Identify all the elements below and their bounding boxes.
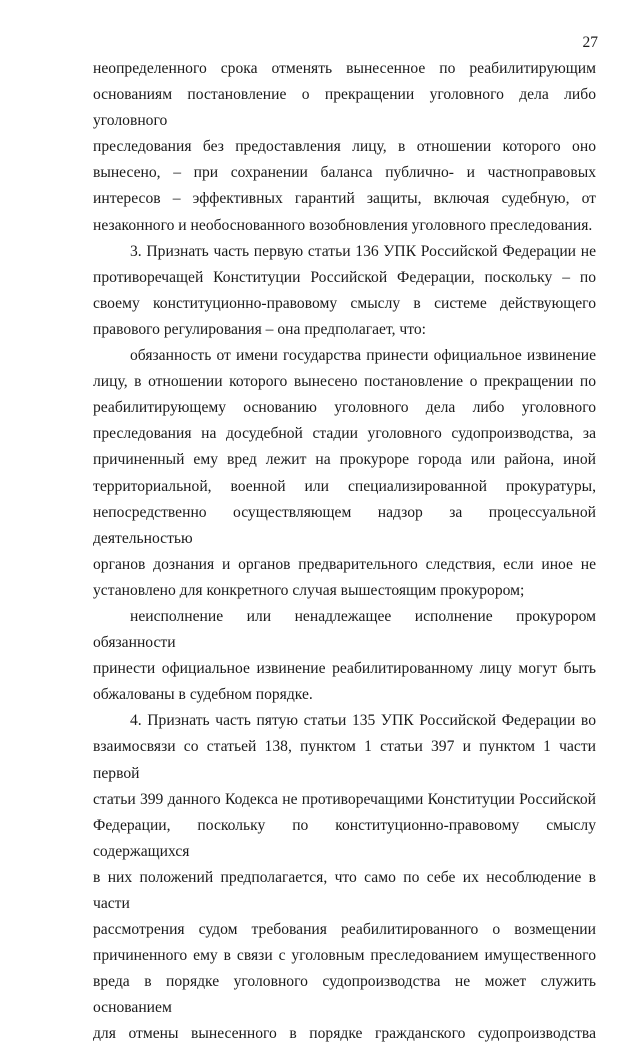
text-line: основаниям постановление о прекращении уголовного дела либо уголовного (93, 86, 596, 130)
text-line: причиненный ему вред лежит на прокуроре города или района, иной (93, 451, 596, 469)
paragraph-appeal (93, 604, 596, 708)
text-line: преследования на досудебной стадии уголовного судопроизводства, за (93, 425, 596, 443)
paragraph-continuation (93, 56, 596, 239)
text-line: обязанность от имени государства принести официальное извинение (130, 347, 596, 365)
text-line: преследования без предоставления лицу, в отношении которого оно (93, 138, 596, 156)
text-line: вреда в порядке уголовного судопроизводства не может служить основанием (93, 973, 596, 1017)
text-line: установлено для конкретного случая вышестоящим прокурором; (93, 581, 525, 599)
text-line: в них положений предполагается, что само по себе их несоблюдение в части (93, 868, 596, 912)
paragraph-item-4 (93, 708, 596, 1047)
paragraph-item-3 (93, 239, 596, 343)
text-line: 4. Признать часть пятую статьи 135 УПК Российской Федерации во (130, 712, 596, 730)
text-line: обжалованы в судебном порядке. (93, 686, 313, 704)
document-body (93, 56, 596, 1048)
text-line: интересов – эффективных гарантий защиты, включая судебную, от (93, 190, 596, 208)
text-line: рассмотрения судом требования реабилитированного о возмещении (93, 921, 596, 939)
text-line: статьи 399 данного Кодекса не противоречащими Конституции Российской (93, 790, 596, 808)
text-line: вынесено, – при сохранении баланса публично- и частноправовых (93, 164, 596, 182)
paragraph-prosecutor-duty (93, 343, 596, 604)
text-line: взаимосвязи со статьей 138, пунктом 1 статьи 397 и пунктом 1 части первой (93, 738, 596, 782)
text-line: причиненного ему в связи с уголовным преследованием имущественного (93, 947, 596, 965)
text-line: правового регулирования – она предполагает, что: (93, 320, 427, 338)
text-line: своему конституционно-правовому смыслу в системе действующего (93, 294, 596, 312)
text-line: неопределенного срока отменять вынесенное по реабилитирующим (93, 60, 596, 77)
text-line: территориальной, военной или специализированной прокуратуры, (93, 477, 596, 495)
text-line: принести официальное извинение реабилитированному лицу могут быть (93, 660, 596, 678)
text-line: противоречащей Конституции Российской Федерации, поскольку – по (93, 268, 596, 286)
text-line: непосредственно осуществляющем надзор за процессуальной деятельностью (93, 503, 596, 547)
text-line: Федерации, поскольку по конституционно-правовому смыслу содержащихся (93, 816, 596, 860)
text-line: незаконного и необоснованного возобновления уголовного преследования. (93, 216, 593, 234)
text-line: лицу, в отношении которого вынесено постановление о прекращении по (93, 373, 596, 391)
text-line: неисполнение или ненадлежащее исполнение прокурором обязанности (93, 607, 596, 652)
text-line: реабилитирующему основанию уголовного дела либо уголовного (93, 399, 596, 417)
text-line: 3. Признать часть первую статьи 136 УПК Российской Федерации не (130, 242, 596, 260)
text-line: органов дознания и органов предварительного следствия, если иное не (93, 555, 596, 573)
text-line: для отмены вынесенного в порядке гражданского судопроизводства (93, 1025, 596, 1043)
page-number: 27 (582, 34, 598, 51)
